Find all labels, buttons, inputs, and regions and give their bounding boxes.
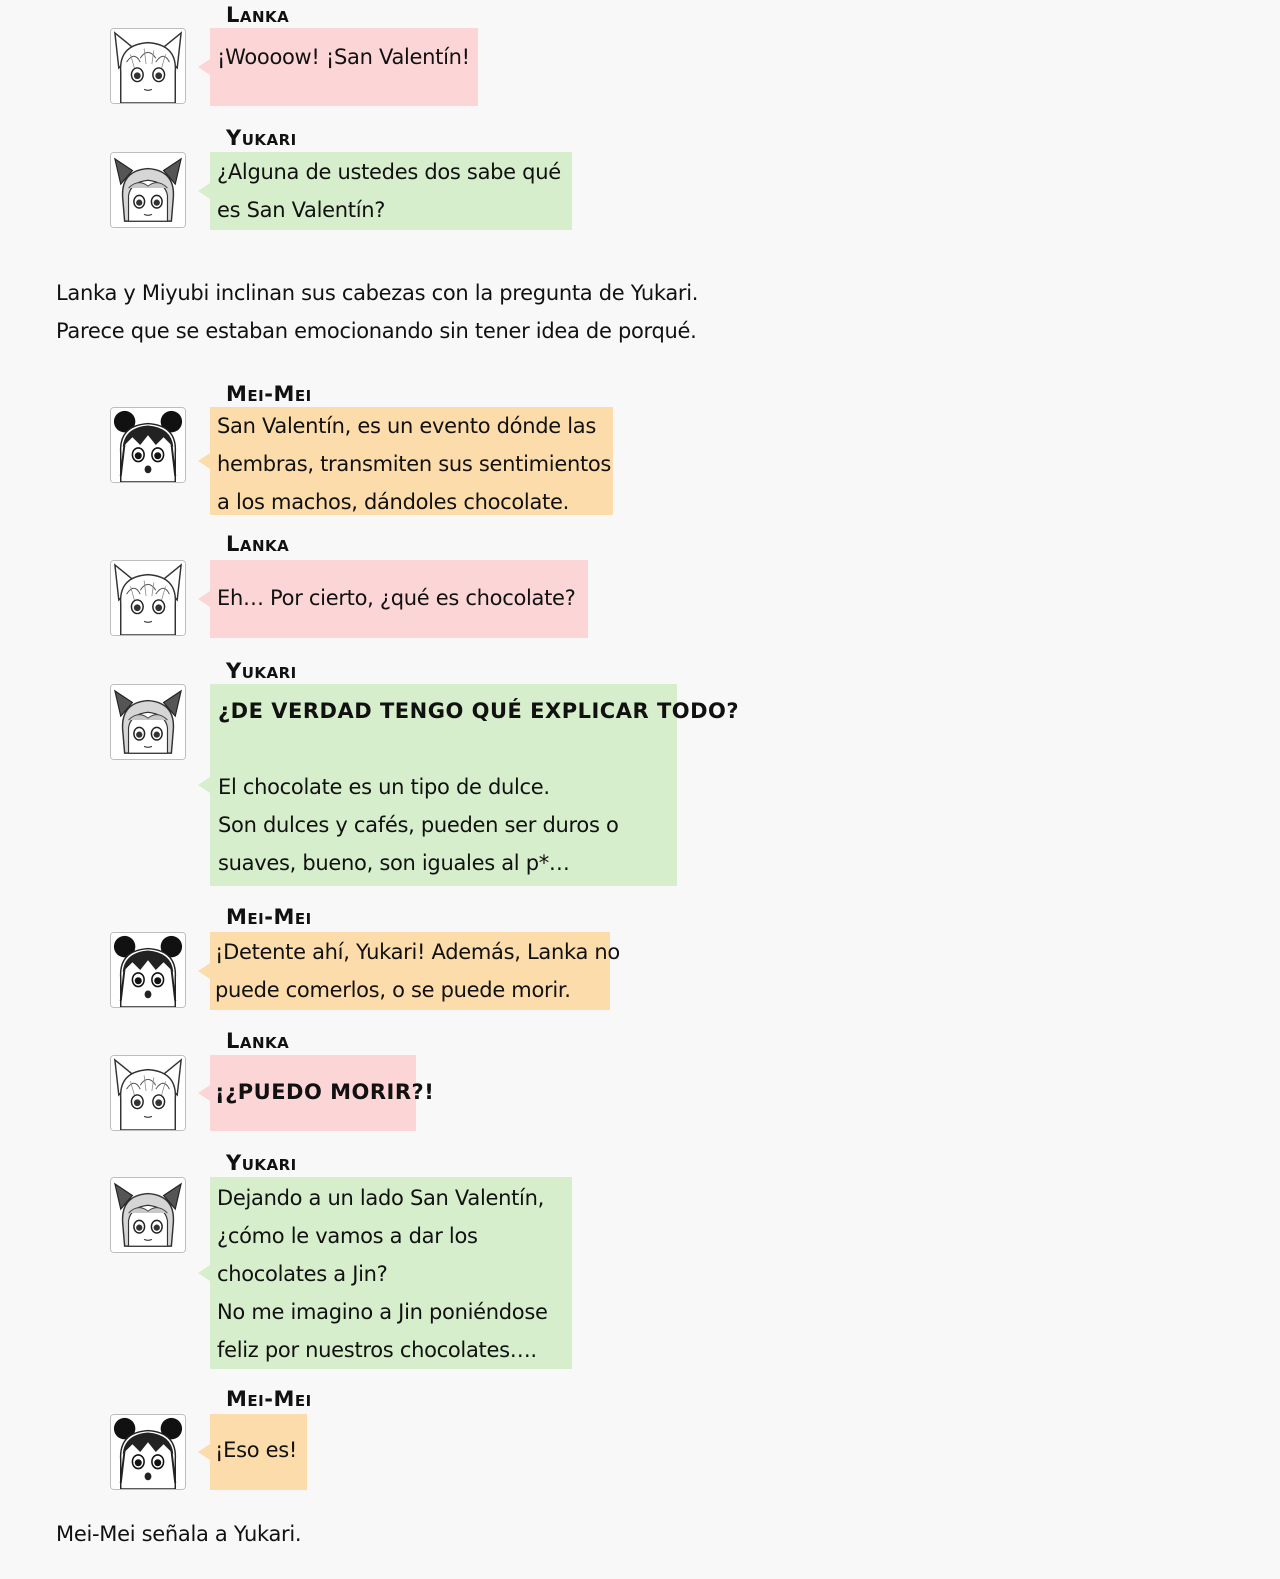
narration-line: Lanka y Miyubi inclinan sus cabezas con la pregunta de Yukari. bbox=[56, 281, 699, 305]
bubble-line: hembras, transmiten sus sentimientos bbox=[217, 452, 612, 476]
speaker-name: Mei-Mei bbox=[226, 1387, 312, 1411]
meimei-avatar-icon bbox=[110, 1414, 186, 1490]
yukari-avatar-icon bbox=[110, 684, 186, 760]
lanka-avatar-icon bbox=[110, 560, 186, 636]
bubble-line: ¡Eso es! bbox=[215, 1438, 298, 1462]
narration-text bbox=[56, 1515, 301, 1553]
narration-text bbox=[56, 274, 698, 350]
bubble-line: ¡Woooow! ¡San Valentín! bbox=[217, 45, 470, 69]
bubble-line: a los machos, dándoles chocolate. bbox=[217, 490, 569, 514]
meimei-avatar-icon bbox=[110, 932, 186, 1008]
speech-bubble bbox=[210, 152, 572, 230]
speech-bubble bbox=[210, 407, 613, 515]
lanka-avatar-icon bbox=[110, 28, 186, 104]
bubble-line: ¡Detente ahí, Yukari! Además, Lanka no bbox=[215, 940, 620, 964]
speech-bubble bbox=[210, 560, 588, 638]
narration-line: Parece que se estaban emocionando sin tener idea de porqué. bbox=[56, 319, 697, 343]
bubble-line: El chocolate es un tipo de dulce. bbox=[218, 775, 550, 799]
speaker-name: Mei-Mei bbox=[226, 382, 312, 406]
speech-bubble bbox=[210, 1414, 307, 1490]
yukari-avatar-icon bbox=[110, 1177, 186, 1253]
bubble-line: feliz por nuestros chocolates…. bbox=[217, 1338, 537, 1362]
bubble-line: Son dulces y cafés, pueden ser duros o bbox=[218, 813, 619, 837]
speech-bubble bbox=[210, 684, 740, 886]
speaker-name: Mei-Mei bbox=[226, 905, 312, 929]
speaker-name: Lanka bbox=[226, 3, 290, 27]
bubble-line: Eh… Por cierto, ¿qué es chocolate? bbox=[217, 586, 576, 610]
speaker-name: Yukari bbox=[226, 126, 297, 150]
bubble-line: chocolates a Jin? bbox=[217, 1262, 388, 1286]
bubble-line: No me imagino a Jin poniéndose bbox=[217, 1300, 548, 1324]
bubble-line: suaves, bueno, son iguales al p*… bbox=[218, 851, 570, 875]
speech-bubble bbox=[210, 1055, 435, 1131]
lanka-avatar-icon bbox=[110, 1055, 186, 1131]
yukari-avatar-icon bbox=[110, 152, 186, 228]
bubble-line: puede comerlos, o se puede morir. bbox=[215, 978, 571, 1002]
bubble-line: ¡¿PUEDO MORIR?! bbox=[215, 1080, 435, 1104]
bubble-line bbox=[218, 730, 669, 768]
bubble-line: es San Valentín? bbox=[217, 198, 386, 222]
bubble-line: ¿Alguna de ustedes dos sabe qué bbox=[217, 160, 561, 184]
bubble-line: ¿cómo le vamos a dar los bbox=[217, 1224, 478, 1248]
bubble-line: ¿DE VERDAD TENGO QUÉ EXPLICAR TODO? bbox=[218, 699, 740, 723]
meimei-avatar-icon bbox=[110, 407, 186, 483]
speaker-name: Lanka bbox=[226, 532, 290, 556]
bubble-line: San Valentín, es un evento dónde las bbox=[217, 414, 597, 438]
speaker-name: Yukari bbox=[226, 659, 297, 683]
speaker-name: Yukari bbox=[226, 1151, 297, 1175]
speech-bubble bbox=[210, 932, 620, 1010]
narration-line: Mei-Mei señala a Yukari. bbox=[56, 1522, 302, 1546]
speech-bubble bbox=[210, 1177, 572, 1369]
bubble-line: Dejando a un lado San Valentín, bbox=[217, 1186, 544, 1210]
speaker-name: Lanka bbox=[226, 1029, 290, 1053]
speech-bubble bbox=[210, 28, 478, 106]
